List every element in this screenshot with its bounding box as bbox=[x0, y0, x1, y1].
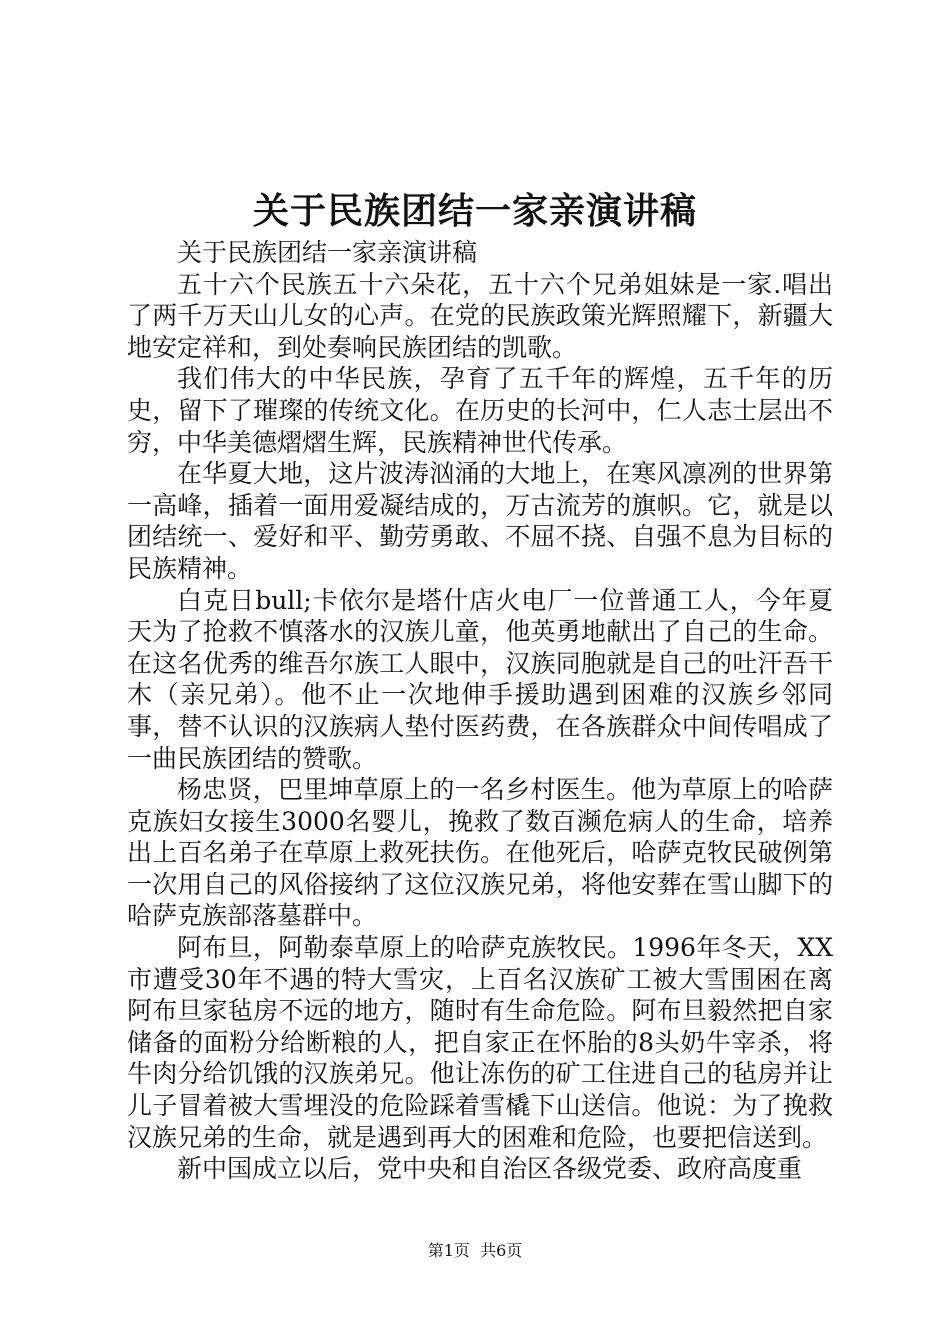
paragraph-7: 新中国成立以后，党中央和自治区各级党委、政府高度重 bbox=[177, 1154, 803, 1184]
paragraph-2: 我们伟大的中华民族，孕育了五千年的辉煌，五千年的历史，留下了璀璨的传统文化。在历史的长河中，仁人志士层出不穷，中华美德熠熠生辉，民族精神世代传承。 bbox=[127, 364, 833, 457]
paragraph-5: 杨忠贤，巴里坤草原上的一名乡村医生。他为草原上的哈萨克族妇女接生3000名婴儿，挽救了数百濒危病人的生命，培养出上百名弟子在草原上救死扶伤。在他死后，哈萨克牧民破例第一次用自己的风俗接纳了这位汉族兄弟，将他安葬在雪山脚下的哈萨克族部落墓群中。 bbox=[127, 775, 833, 931]
document-title: 关于民族团结一家亲演讲稿 bbox=[252, 190, 697, 232]
page-total: 共6页 bbox=[480, 1241, 523, 1260]
paragraph-3: 在华夏大地，这片波涛汹涌的大地上，在寒风凛冽的世界第一高峰，插着一面用爱凝结成的，万古流芳的旗帜。它，就是以团结统一、爱好和平、勤劳勇敢、不屈不挠、自强不息为目标的民族精神。 bbox=[127, 459, 833, 583]
page-footer bbox=[0, 1240, 950, 1262]
paragraph-4: 白克日bull;卡依尔是塔什店火电厂一位普通工人，今年夏天为了抢救不慎落水的汉族儿童，他英勇地献出了自己的生命。在这名优秀的维吾尔族工人眼中，汉族同胞就是自己的吐汗吾干木（亲兄弟）。他不止一次地伸手援助遇到困难的汉族乡邻同事，替不认识的汉族病人垫付医药费，在各族群众中间传唱成了一曲民族团结的赞歌。 bbox=[127, 585, 833, 773]
paragraph-6: 阿布旦，阿勒泰草原上的哈萨克族牧民。1996年冬天，XX市遭受30年不遇的特大雪灾，上百名汉族矿工被大雪围困在离阿布旦家毡房不远的地方，随时有生命危险。阿布旦毅然把自家储备的面粉分给断粮的人，把自家正在怀胎的8头奶牛宰杀，将牛肉分给饥饿的汉族弟兄。他让冻伤的矿工住进自己的毡房并让儿子冒着被大雪埋没的危险踩着雪橇下山送信。他说：为了挽救汉族兄弟的生命，就是遇到再大的困难和危险，也要把信送到。 bbox=[127, 933, 833, 1152]
page-number: 第1页 bbox=[427, 1241, 470, 1260]
paragraph-subtitle: 关于民族团结一家亲演讲稿 bbox=[177, 238, 478, 267]
document-body bbox=[127, 237, 833, 1185]
paragraph-1: 五十六个民族五十六朵花，五十六个兄弟姐妹是一家.唱出了两千万天山儿女的心声。在党的民族政策光辉照耀下，新疆大地安定祥和，到处奏响民族团结的凯歌。 bbox=[127, 269, 833, 362]
